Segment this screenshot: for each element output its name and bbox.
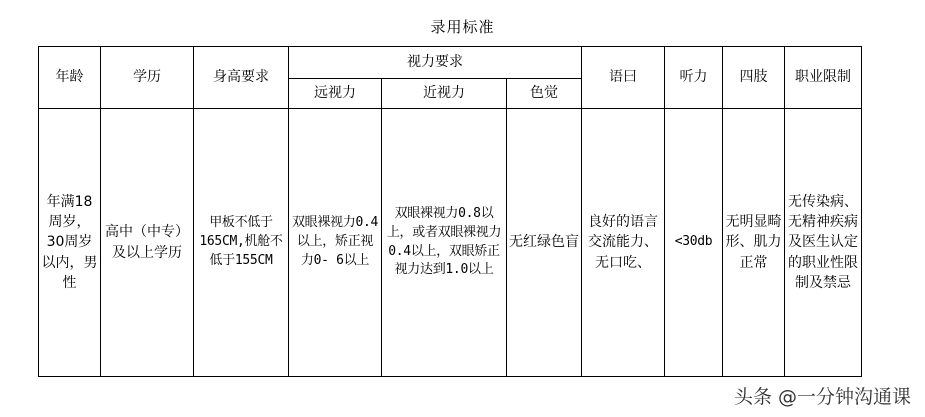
- table-row: [39, 109, 862, 377]
- cell-hearing: <30db: [665, 109, 723, 377]
- header-height: 身高要求: [194, 47, 289, 109]
- watermark: 头条 @一分钟沟通课: [733, 386, 911, 408]
- cell-age: 年满18周岁，30周岁以内，男性: [39, 109, 101, 377]
- header-vision: 视力要求: [289, 47, 582, 79]
- header-education: 学历: [101, 47, 194, 109]
- header-near-vision: 近视力: [382, 79, 507, 109]
- header-color-vision: 色觉: [507, 79, 582, 109]
- header-row-1: [39, 47, 862, 79]
- cell-limbs: 无明显畸形、肌力正常: [723, 109, 785, 377]
- header-occupation: 职业限制: [785, 47, 862, 109]
- recruitment-standards-table: [38, 46, 862, 377]
- cell-education: 高中（中专）及以上学历: [101, 109, 194, 377]
- table-title: 录用标准: [430, 18, 495, 36]
- header-hearing: 听力: [665, 47, 723, 109]
- header-age: 年龄: [39, 47, 101, 109]
- cell-color-vision: 无红绿色盲: [507, 109, 582, 377]
- header-far-vision: 远视力: [289, 79, 382, 109]
- header-speech: 语曰: [582, 47, 665, 109]
- cell-speech: 良好的语言交流能力、无口吃、: [582, 109, 665, 377]
- cell-occupation: 无传染病、无精神疾病及医生认定的职业性限制及禁忌: [785, 109, 862, 377]
- cell-height: 甲板不低于165CM,机舱不低于155CM: [194, 109, 289, 377]
- cell-near-vision: 双眼裸视力0.8以上，或者双眼裸视力0.4以上，双眼矫正视力达到1.0以上: [382, 109, 507, 377]
- header-limbs: 四肢: [723, 47, 785, 109]
- cell-far-vision: 双眼裸视力0.4以上，矫正视力0- 6以上: [289, 109, 382, 377]
